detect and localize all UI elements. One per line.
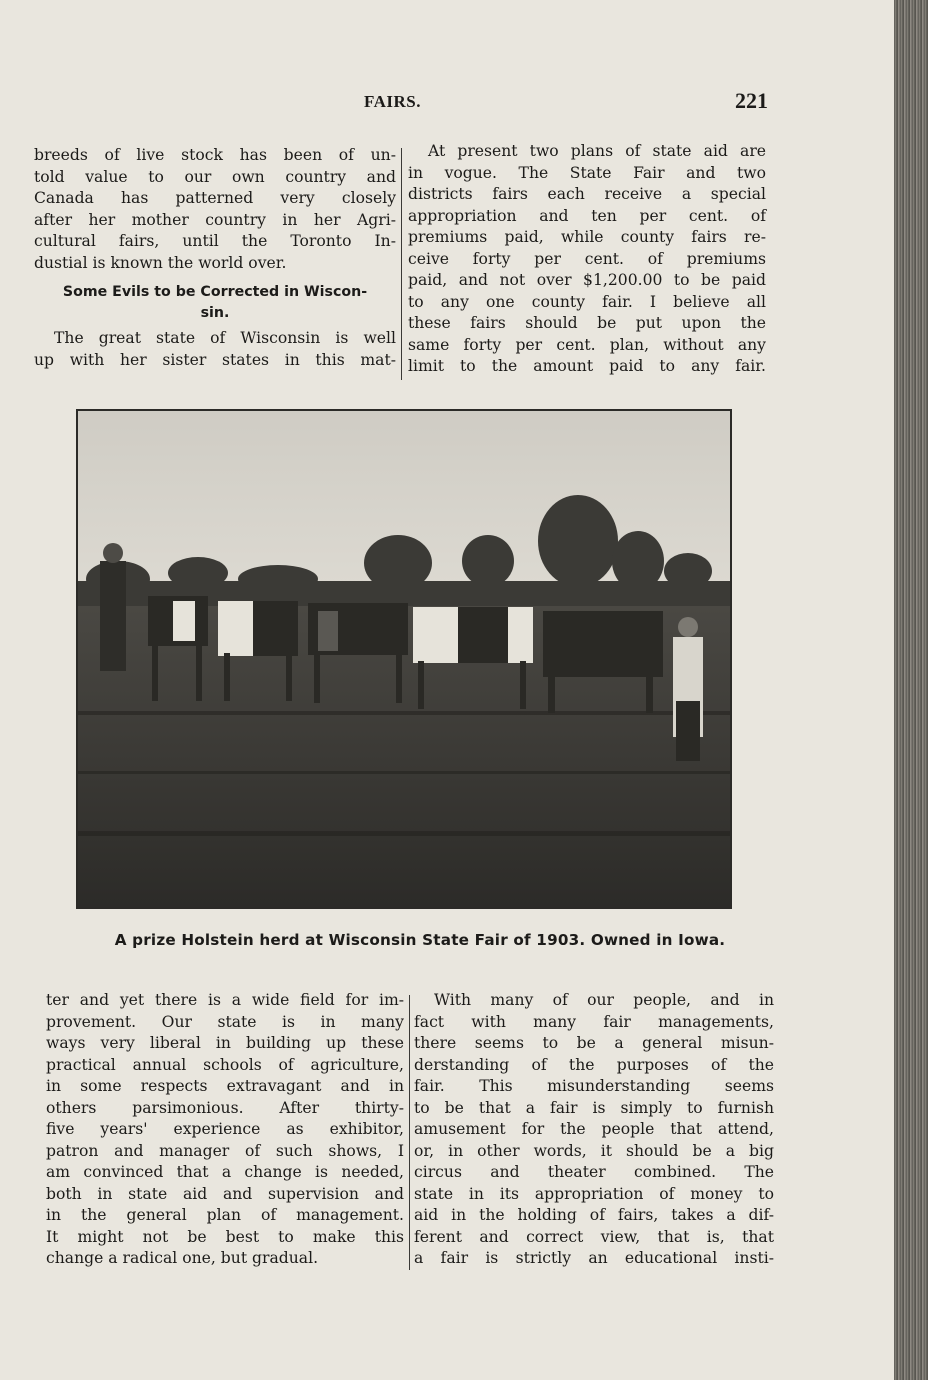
text-line: am convinced that a change is needed, xyxy=(46,1163,404,1181)
text-line: limit to the amount paid to any fair. xyxy=(408,357,766,375)
text-line: there seems to be a general misun- xyxy=(414,1034,774,1052)
page-number: 221 xyxy=(735,88,768,113)
text-line: a fair is strictly an educational insti- xyxy=(414,1249,774,1267)
text-line: in the general plan of management. xyxy=(46,1206,404,1224)
text-line: ter and yet there is a wide field for im- xyxy=(46,991,404,1009)
text-line: districts fairs each receive a special xyxy=(408,185,766,203)
text-line: ceive forty per cent. of premiums xyxy=(408,249,766,268)
text-line: to any one county fair. I believe all xyxy=(408,292,766,311)
text-line: dustial is known the world over. xyxy=(34,253,287,272)
column-divider xyxy=(401,148,402,380)
text-line: these fairs should be put upon the xyxy=(408,314,766,332)
section-subheading xyxy=(34,282,396,324)
text-line: fact with many fair managements, xyxy=(414,1012,774,1031)
column-left-bottom xyxy=(46,990,404,1270)
text-line: appropriation and ten per cent. of xyxy=(408,206,766,225)
text-line: state in its appropriation of money to xyxy=(414,1184,774,1203)
text-line: practical annual schools of agriculture, xyxy=(46,1055,404,1074)
text-line: aid in the holding of fairs, takes a dif- xyxy=(414,1206,774,1224)
text-line: amusement for the people that attend, xyxy=(414,1120,774,1138)
text-line: fair. This misunderstanding seems xyxy=(414,1077,774,1095)
column-right-top xyxy=(408,141,766,378)
text-line: change a radical one, but gradual. xyxy=(46,1249,319,1267)
herd-photograph xyxy=(76,409,732,909)
text-line: up with her sister states in this mat- xyxy=(34,350,396,369)
text-line: others parsimonious. After thirty- xyxy=(46,1098,404,1117)
text-line: same forty per cent. plan, without any xyxy=(408,335,766,354)
text-line: to be that a fair is simply to furnish xyxy=(414,1098,774,1117)
text-line: derstanding of the purposes of the xyxy=(414,1055,774,1074)
text-line: told value to our own country and xyxy=(34,167,396,186)
text-line: circus and theater combined. The xyxy=(414,1163,774,1181)
photo-illustration xyxy=(78,411,730,907)
text-line: premiums paid, while county fairs re- xyxy=(408,228,766,246)
column-left-top xyxy=(34,145,396,371)
text-line: breeds of live stock has been of un- xyxy=(34,146,396,164)
text-line: in vogue. The State Fair and two xyxy=(408,163,766,182)
column-right-bottom xyxy=(414,990,774,1270)
book-page-edge xyxy=(894,0,928,1380)
text-line: It might not be best to make this xyxy=(46,1227,404,1246)
text-line: five years' experience as exhibitor, xyxy=(46,1120,404,1138)
photo-caption: A prize Holstein herd at Wisconsin State Fair of 1903. Owned in Iowa. xyxy=(114,931,726,949)
text-line: paid, and not over $1,200.00 to be paid xyxy=(408,271,766,289)
subheading-line: Some Evils to be Corrected in Wiscon- xyxy=(62,284,368,300)
text-line: in some respects extravagant and in xyxy=(46,1077,404,1095)
text-line: Canada has patterned very closely xyxy=(34,189,396,207)
text-line: after her mother country in her Agri- xyxy=(34,210,396,229)
text-line: The great state of Wisconsin is well xyxy=(54,329,396,347)
text-line: patron and manager of such shows, I xyxy=(46,1141,404,1160)
text-line: ferent and correct view, that is, that xyxy=(414,1227,774,1246)
text-line: or, in other words, it should be a big xyxy=(414,1141,774,1160)
column-divider xyxy=(409,995,410,1270)
text-line: cultural fairs, until the Toronto In- xyxy=(34,232,396,250)
text-line: With many of our people, and in xyxy=(434,991,774,1009)
running-header-title: FAIRS. xyxy=(364,92,421,111)
text-line: At present two plans of state aid are xyxy=(428,142,766,160)
subheading-line: sin. xyxy=(200,305,230,321)
text-line: both in state aid and supervision and xyxy=(46,1184,404,1203)
text-line: ways very liberal in building up these xyxy=(46,1034,404,1052)
text-line: provement. Our state is in many xyxy=(46,1012,404,1031)
